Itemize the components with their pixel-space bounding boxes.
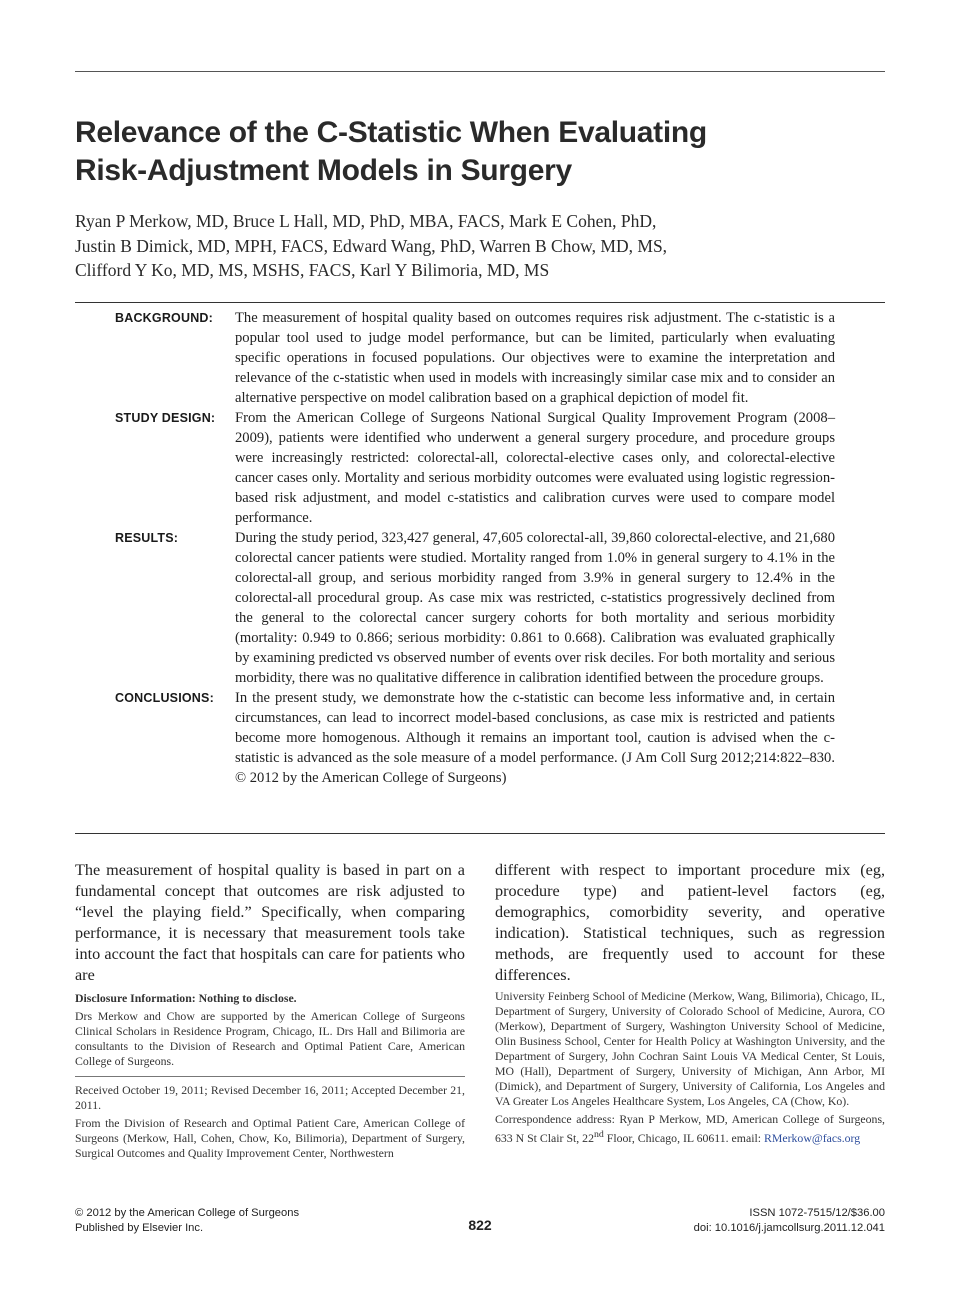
abstract-text: In the present study, we demonstrate how the c-statistic can become less informative and, in certain circumstances, can lead to incorrect model-based conclusions, as case mix is restricted and patients become more homogenous. Although it remains an important tool, caution is advised when the c-statistic is advanced as the sole measure of a model performance. (J Am Coll Surg 2012;214:822–830. © 2012 by the American College of Surgeons) [235, 690, 835, 786]
body-column-right: different with respect to important procedure mix (eg, procedure type) and patient-level factors (eg, demographics, comorbidity severity, and operative indication). Statistical techniques, such as regression methods, are frequently used to account for these differences. [495, 861, 885, 984]
abstract-label: CONCLUSIONS: [115, 691, 214, 705]
abstract-results [75, 528, 885, 688]
article-title [75, 114, 885, 190]
affiliation-continued: University Feinberg School of Medicine (Merkow, Wang, Bilimoria), Chicago, IL, Department of Surgery, University of Colorado School of Medicine, Aurora, CO (Merkow), Department of Surgery, Washington University School of Medicine, Olin Business School, Center for Health Policy at Washington University, and the Department of Surgery, John Cochran Saint Louis VA Medical Center, St Louis, MO (Hall), Department of Surgery, University of Michigan, Ann Arbor, MI (Dimick), and Department of Surgery, University of California, Los Angeles and VA Greater Los Angeles Healthcare System, Los Angeles, CA (Chow, Ko). [495, 989, 885, 1108]
author-line-2: Justin B Dimick, MD, MPH, FACS, Edward Wang, PhD, Warren B Chow, MD, MS, [75, 235, 668, 256]
title-line-2: Risk-Adjustment Models in Surgery [75, 154, 572, 187]
author-line-1: Ryan P Merkow, MD, Bruce L Hall, MD, PhD, MBA, FACS, Mark E Cohen, PhD, [75, 211, 657, 231]
copyright-text: © 2012 by the American College of Surgeons [75, 1207, 300, 1219]
abstract-text: The measurement of hospital quality based on outcomes requires risk adjustment. The c-statistic is a popular tool used to judge model performance, but can be limited, particularly when evaluating specific operations in focused populations. Our objectives were to examine the interpretation and relevance of the c-statistic when used in models with increasingly similar case mix and to consider an alternative perspective on model calibration based on a graphical depiction of model fit. [235, 310, 835, 406]
author-line-3: Clifford Y Ko, MD, MS, MSHS, FACS, Karl Y Bilimoria, MD, MS [75, 260, 550, 280]
abstract-text: From the American College of Surgeons National Surgical Quality Improvement Program (2008–2009), patients were identified who underwent a general surgery procedure, and procedure groups were increasingly restricted: colorectal-all, colorectal-elective cases only, and colorectal-elective cancer cases only. Mortality and serious morbidity outcomes were evaluated using logistic regression-based risk adjustment, and model c-statistics and calibration curves were used to compare model performance. [235, 410, 835, 526]
abstract-label: BACKGROUND: [115, 311, 214, 325]
abstract-label: RESULTS: [115, 531, 179, 545]
abstract [75, 308, 885, 788]
body-column-left: The measurement of hospital quality is based in part on a fundamental concept that outcomes are risk adjusted to “level the playing field.” Specifically, when comparing performance, it is necessary that measurement tools take into account the fact that hospitals can care for patients who are [75, 861, 465, 984]
abstract-text: During the study period, 323,427 general, 47,605 colorectal-all, 39,860 colorectal-elective, and 21,680 colorectal cancer patients were studied. Mortality ranged from 1.0% in general surgery to 4.1% in the colorectal-all group, and serious morbidity ranged from 3.9% in general surgery to 12.4% in the colorectal-all procedural group. As case mix was restricted, c-statistics progressively declined from the general to the colorectal cancer surgery cohorts for both mortality and serious morbidity (mortality: 0.949 to 0.866; serious morbidity: 0.861 to 0.668). Calibration was evaluated graphically by examining predicted vs observed number of events over risk deciles. For both mortality and serious morbidity, there was no qualitative difference in calibration identified between the procedure groups. [235, 530, 835, 686]
abstract-background [75, 308, 885, 408]
correspondence-floor: Floor, Chicago, IL 60611. email: [603, 1130, 764, 1145]
page-number: 822 [468, 1217, 492, 1233]
abstract-study-design [75, 408, 885, 528]
abstract-top-rule [75, 302, 885, 303]
footnote-divider [75, 1076, 465, 1077]
title-line-1: Relevance of the C-Statistic When Evaluating [75, 116, 707, 149]
correspondence-note [495, 1112, 885, 1146]
abstract-bottom-rule [75, 833, 885, 834]
disclosure-note: Disclosure Information: Nothing to disclose. [75, 991, 297, 1005]
abstract-label: STUDY DESIGN: [115, 411, 216, 425]
author-list [75, 209, 885, 283]
footnotes-right [495, 989, 885, 1149]
correspondence-address: Correspondence address: Ryan P Merkow, MD, American College of Surgeons, 633 N St Clair St, 22 [495, 1112, 885, 1145]
issn-text: ISSN 1072-7515/12/$36.00 [749, 1207, 885, 1219]
abstract-conclusions [75, 688, 885, 788]
support-note: Drs Merkow and Chow are supported by the American College of Surgeons Clinical Scholars in Residence Program, Chicago, IL. Drs Hall and Bilimoria are consultants to the Division of Research and Optimal Patient Care, American College of Surgeons. [75, 1009, 465, 1068]
affiliation-note: From the Division of Research and Optimal Patient Care, American College of Surgeons (Merkow, Hall, Cohen, Chow, Ko, Bilimoria), Department of Surgery, Surgical Outcomes and Quality Improvement Center, Northwestern [75, 1116, 465, 1160]
publisher-text: Published by Elsevier Inc. [75, 1222, 204, 1234]
received-note: Received October 19, 2011; Revised December 16, 2011; Accepted December 21, 2011. [75, 1083, 465, 1112]
doi-text: doi: 10.1016/j.jamcollsurg.2011.12.041 [693, 1222, 885, 1234]
correspondence-email-link[interactable]: RMerkow@facs.org [764, 1130, 861, 1145]
footnotes-left [75, 991, 465, 1164]
top-rule [75, 71, 885, 72]
floor-ordinal: nd [593, 1129, 604, 1140]
footer-right [694, 1206, 885, 1236]
